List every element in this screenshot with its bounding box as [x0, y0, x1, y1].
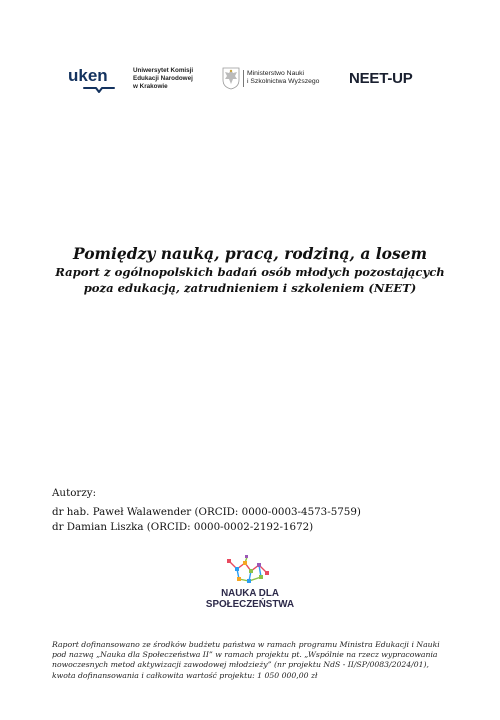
uken-name-line: w Krakowie — [133, 83, 168, 90]
ministry-name-line: Ministerstwo Nauki — [247, 70, 305, 77]
author-entry: dr Damian Liszka (ORCID: 0000-0002-2192-1672) — [52, 521, 314, 533]
header-logos — [0, 66, 500, 96]
funding-note-line: nowoczesnych metod aktywizacji zawodowej młodzieży” (nr projektu NdS - II/SP/0083/2024/01), — [52, 660, 429, 670]
funding-note-line: Raport dofinansowano ze środków budżetu państwa w ramach programu Ministra Edukacji i Nauki — [52, 640, 440, 649]
report-title: Pomiędzy nauką, pracą, rodziną, a losem — [72, 244, 428, 263]
funding-note-line: kwota dofinansowania i całkowita wartość projektu: 1 050 000,00 zł — [52, 670, 318, 680]
program-logo-text — [150, 589, 350, 610]
authors-section — [52, 486, 361, 536]
authors-label: Autorzy: — [52, 487, 97, 499]
author-entry: dr hab. Paweł Walawender (ORCID: 0000-0003-4573-5759) — [52, 505, 361, 518]
ministry-name — [247, 70, 319, 87]
uken-name-line: Uniwersytet Komisji — [133, 67, 194, 74]
program-logo-line: NAUKA DLA — [221, 588, 279, 599]
report-subtitle-line: Raport z ogólnopolskich badań osób młodych pozostających — [55, 265, 445, 279]
logo-divider — [243, 70, 244, 87]
uken-logo — [68, 66, 124, 96]
neet-up-logo: NEET-UP — [349, 70, 413, 87]
funding-note — [52, 640, 452, 681]
uken-name — [133, 67, 213, 91]
polish-eagle-icon — [222, 66, 240, 90]
funding-note-line: pod nazwą „Nauka dla Społeczeństwa II” w ramach projektu pt. „Wspólnie na rzecz wypracowania — [52, 650, 438, 660]
uken-wordmark: uken — [68, 66, 108, 85]
ministry-name-line: i Szkolnictwa Wyższego — [247, 78, 320, 86]
uken-name-line: Edukacji Narodowej — [133, 75, 193, 82]
network-nodes-icon — [225, 555, 271, 585]
report-subtitle-line: poza edukacją, zatrudnieniem i szkoleniem (NEET) — [83, 281, 417, 295]
program-logo-line: SPOŁECZEŃSTWA — [205, 598, 295, 610]
title-block — [0, 244, 500, 296]
